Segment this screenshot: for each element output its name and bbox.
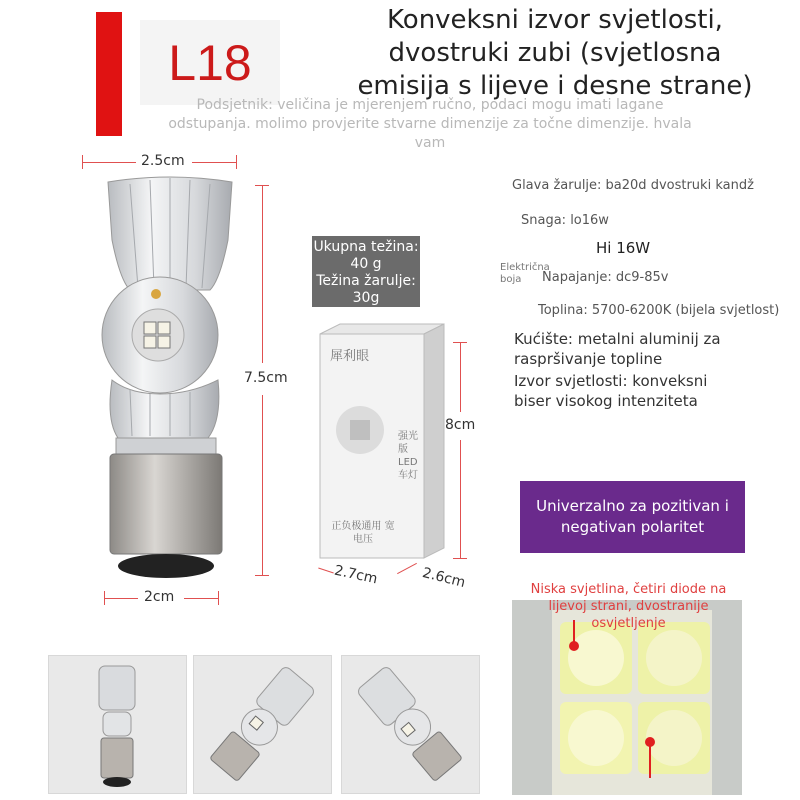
thumbnail-angle-graphic bbox=[194, 656, 331, 793]
dim-tick bbox=[218, 591, 219, 605]
bulb-image bbox=[90, 170, 250, 580]
spec-hi-power: Hi 16W bbox=[596, 239, 651, 257]
title-line: dvostruki zubi (svjetlosna bbox=[388, 38, 722, 68]
thumbnail-side[interactable] bbox=[341, 655, 480, 794]
spec-bulb-head: Glava žarulje: ba20d dvostruki kandž bbox=[512, 178, 754, 193]
accent-bar bbox=[96, 12, 122, 136]
box-height: 8cm bbox=[445, 417, 476, 433]
model-label: L18 bbox=[140, 20, 280, 105]
title-line: Konveksni izvor svjetlosti, bbox=[387, 5, 723, 35]
bulb-height: 7.5cm bbox=[244, 370, 288, 386]
bulb-top-width: 2.5cm bbox=[141, 153, 185, 169]
dim-line bbox=[460, 440, 461, 558]
spec-color-label: Električna boja bbox=[500, 262, 550, 285]
spec-supply: Napajanje: dc9-85v bbox=[542, 270, 669, 285]
dim-line bbox=[82, 162, 136, 163]
dim-line bbox=[262, 185, 263, 363]
dim-line bbox=[104, 598, 138, 599]
box-depth: 2.6cm bbox=[420, 564, 467, 592]
weight-label bbox=[312, 236, 420, 307]
product-title bbox=[320, 4, 790, 103]
spec-power: Snaga: lo16w bbox=[521, 213, 609, 228]
thumbnail-angle[interactable] bbox=[193, 655, 332, 794]
spec-temperature: Toplina: 5700-6200K (bijela svjetlost) bbox=[538, 303, 780, 318]
dim-line bbox=[192, 162, 236, 163]
bulb-weight: Težina žarulje: 30g bbox=[316, 273, 416, 306]
dim-line bbox=[184, 598, 218, 599]
thumbnail-front[interactable] bbox=[48, 655, 187, 794]
spec-housing: Kućište: metalni aluminij za raspršivanje topline bbox=[514, 330, 721, 368]
total-weight: Ukupna težina: 40 g bbox=[313, 239, 419, 272]
title-line: emisija s lijeve i desne strane) bbox=[357, 71, 753, 101]
box-side-text: 强光版 LED车灯 bbox=[398, 431, 418, 481]
box-bottom-text: 正负极通用 宽电压 bbox=[331, 521, 395, 545]
thumbnail-front-graphic bbox=[49, 656, 186, 793]
polarity-badge bbox=[520, 481, 745, 553]
thumbnail-side-graphic bbox=[342, 656, 479, 793]
dim-line bbox=[460, 342, 461, 412]
dim-tick bbox=[255, 575, 269, 576]
polarity-text: Univerzalno za pozitivan i negativan polaritet bbox=[536, 497, 729, 536]
box-brand: 犀利眼 bbox=[330, 349, 370, 364]
bulb-base-width: 2cm bbox=[144, 589, 175, 605]
size-note: Podsjetnik: veličina je mjerenjem ručno, podaci mogu imati lagane odstupanja. molimo provjerite stvarne dimenzije za točne dimenzije. hvala vam bbox=[168, 97, 692, 151]
dim-line bbox=[262, 395, 263, 575]
led-closeup-caption: Niska svjetlina, četiri diode na lijevoj strani, dvostranije osvjetljenje bbox=[530, 582, 727, 631]
dim-tick bbox=[453, 558, 467, 559]
dim-tick bbox=[236, 155, 237, 169]
spec-light-source: Izvor svjetlosti: konveksni biser visokog intenziteta bbox=[514, 372, 708, 410]
box-width: 2.7cm bbox=[332, 562, 379, 588]
